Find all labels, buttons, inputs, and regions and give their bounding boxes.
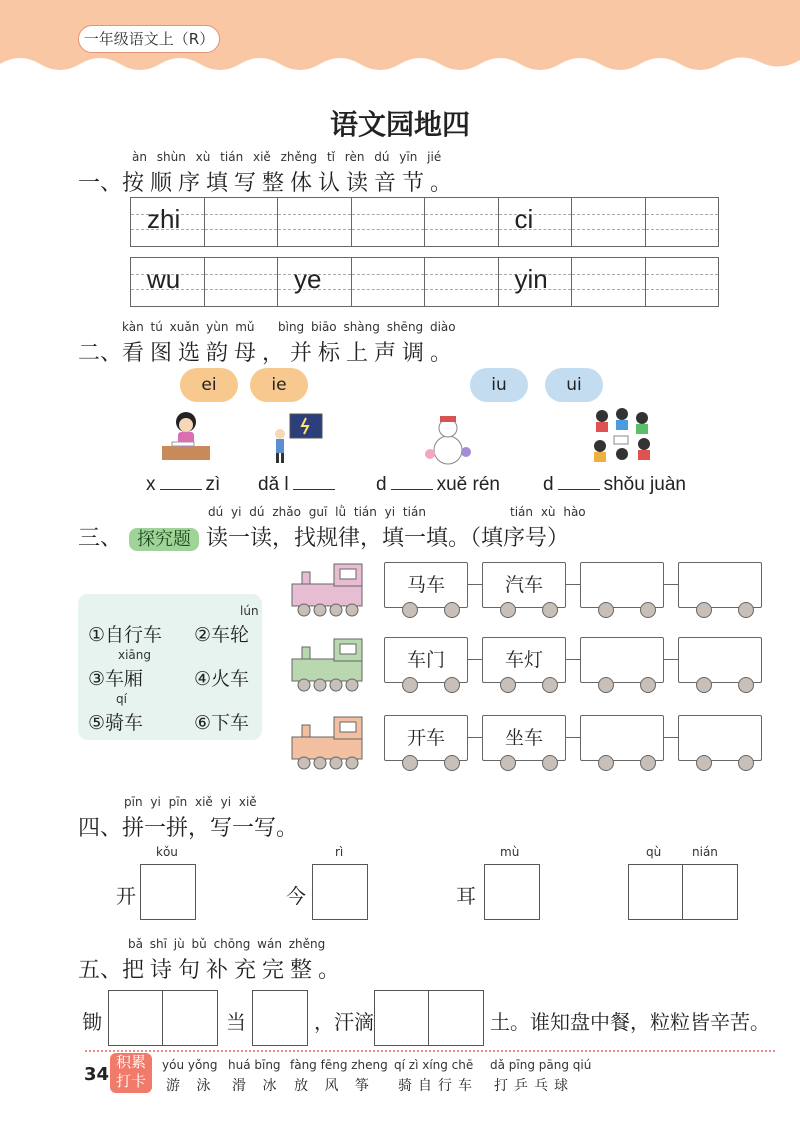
syllable-row-2: [130, 257, 719, 307]
s4-char-kai: 开: [116, 884, 136, 908]
train-car-blank[interactable]: [678, 562, 762, 608]
wheel: [696, 677, 712, 693]
s4-py-nian: nián: [692, 845, 718, 859]
train-car-blank[interactable]: [580, 715, 664, 761]
section3-pinyin-b: tián xù hào: [510, 505, 586, 519]
wheel: [640, 602, 656, 618]
wheel: [598, 755, 614, 771]
train-car-blank[interactable]: [580, 562, 664, 608]
s4-box-4[interactable]: [628, 864, 684, 920]
s4-py-mu: mù: [500, 845, 520, 859]
s4-py-qu: qù: [646, 845, 662, 859]
s5-p3: ，汗滴: [314, 1010, 374, 1034]
s4-char-er: 耳: [456, 884, 476, 908]
section3-pinyin: dú yi dú zhǎo guī lǜ tián yi tián: [208, 505, 426, 519]
wheel: [542, 677, 558, 693]
s4-box-2[interactable]: [312, 864, 368, 920]
coupler: [468, 659, 482, 660]
answer-2-prefix: dǎ l: [258, 474, 289, 495]
badge-line-1: 积累: [115, 1053, 146, 1071]
section1-number: 一、: [78, 171, 123, 196]
syllable-row-1: [130, 197, 719, 247]
train-car: 车灯: [482, 637, 566, 683]
section5-heading: [78, 953, 346, 984]
wheel: [598, 602, 614, 618]
legend-item-3: ③车厢: [88, 668, 144, 690]
coupler: [664, 584, 678, 585]
section4-text: 拼一拼，写一写。: [122, 816, 299, 841]
s4-box-1[interactable]: [140, 864, 196, 920]
legend-item-1: ①自行车: [88, 624, 163, 646]
footer-word-pinyin: fàng fēng zheng: [290, 1058, 388, 1072]
footer-word-pinyin: yóu yǒng: [162, 1058, 218, 1072]
wheel: [542, 602, 558, 618]
wheel: [640, 755, 656, 771]
footer-divider: [85, 1050, 775, 1052]
syllable-cell[interactable]: [499, 198, 573, 246]
footer-word-hanzi: 骑自行车: [398, 1078, 478, 1094]
syllable-cell[interactable]: [425, 198, 499, 246]
locomotive: [290, 560, 374, 618]
answer-shoujuan: [543, 474, 686, 496]
writing-girl-image: [158, 408, 214, 464]
train-car: 汽车: [482, 562, 566, 608]
section2-heading: [78, 336, 458, 367]
s4-box-5[interactable]: [682, 864, 738, 920]
answer-2-blank[interactable]: [293, 489, 335, 490]
section4-pinyin: pīn yi pīn xiě yi xiě: [124, 795, 257, 809]
answer-1-blank[interactable]: [160, 489, 202, 490]
syllable-text: ye: [294, 264, 322, 294]
train-car: 开车: [384, 715, 468, 761]
footer-word-pinyin: huá bīng: [228, 1058, 281, 1072]
wheel: [402, 677, 418, 693]
s4-py-kou: kǒu: [156, 845, 178, 859]
syllable-cell[interactable]: [499, 258, 573, 306]
wheel: [500, 755, 516, 771]
answer-1-prefix: x: [146, 474, 156, 495]
wheel: [402, 755, 418, 771]
syllable-cell[interactable]: [278, 198, 352, 246]
legend-item-6: ⑥下车: [194, 712, 250, 734]
s5-box-4[interactable]: [374, 990, 430, 1046]
grade-tag: 一年级语文上（R）: [78, 25, 220, 53]
syllable-text: ci: [514, 204, 534, 234]
answer-1-suffix: zì: [205, 474, 221, 495]
coupler: [664, 659, 678, 660]
locomotive: [290, 713, 374, 771]
wheel: [444, 755, 460, 771]
syllable-cell[interactable]: [646, 258, 719, 306]
section5-pinyin: bǎ shī jù bǔ chōng wán zhěng: [128, 937, 326, 951]
answer-4-prefix: d: [543, 474, 554, 495]
footer-word-hanzi: 游 泳: [166, 1078, 217, 1094]
answer-4-suffix: shǒu juàn: [603, 474, 686, 495]
coupler: [566, 659, 580, 660]
page-title: 语文园地四: [329, 108, 470, 141]
coupler: [566, 737, 580, 738]
legend-py-lun: lún: [240, 604, 259, 618]
syllable-cell[interactable]: [278, 258, 352, 306]
coupler: [468, 737, 482, 738]
cloud-iu: iu: [470, 368, 528, 402]
section5-text: 把诗句补充完整。: [122, 958, 347, 983]
thunder-child-image: [268, 412, 324, 466]
syllable-cell[interactable]: [352, 258, 426, 306]
footer-word-hanzi: 滑 冰: [232, 1078, 283, 1094]
coupler: [468, 584, 482, 585]
wheel: [640, 677, 656, 693]
s4-char-jin: 今: [286, 884, 306, 908]
syllable-cell[interactable]: [572, 258, 646, 306]
section4-heading: [78, 811, 298, 842]
locomotive: [290, 635, 374, 693]
s5-p2: 当: [226, 1010, 246, 1034]
s5-p1: 锄: [82, 1010, 102, 1034]
train-car-blank[interactable]: [678, 637, 762, 683]
s4-box-3[interactable]: [484, 864, 540, 920]
s4-py-ri: rì: [335, 845, 344, 859]
wheel: [738, 602, 754, 618]
section5-number: 五、: [78, 958, 123, 983]
syllable-cell[interactable]: [205, 198, 279, 246]
wheel: [738, 755, 754, 771]
section4-number: 四、: [78, 816, 123, 841]
train-car: 坐车: [482, 715, 566, 761]
s5-box-5[interactable]: [428, 990, 484, 1046]
answer-xzi: [146, 474, 220, 496]
section2-number: 二、: [78, 341, 123, 366]
cloud-ei: ei: [180, 368, 238, 402]
answer-xueren: [376, 474, 500, 496]
syllable-cell[interactable]: [646, 198, 719, 246]
answer-3-prefix: d: [376, 474, 387, 495]
wheel: [738, 677, 754, 693]
explore-tag: 探究题: [129, 528, 199, 551]
syllable-cell[interactable]: [131, 198, 205, 246]
answer-3-blank[interactable]: [391, 489, 433, 490]
cloud-ui: ui: [545, 368, 603, 402]
practice-badge: [110, 1053, 152, 1093]
s5-box-3[interactable]: [252, 990, 308, 1046]
legend-item-4: ④火车: [194, 668, 250, 690]
coupler: [664, 737, 678, 738]
legend-item-2: ②车轮: [194, 624, 250, 646]
coupler: [566, 584, 580, 585]
train-car-blank[interactable]: [580, 637, 664, 683]
cloud-ie: ie: [250, 368, 308, 402]
wheel: [696, 602, 712, 618]
footer-word-hanzi: 放 风 筝: [294, 1078, 375, 1094]
section3-text: 读一读，找规律，填一填。（填序号）: [206, 526, 570, 551]
wheel: [696, 755, 712, 771]
section2-text: 看图选韵母，并标上声调。: [122, 341, 459, 366]
badge-line-2: 打卡: [115, 1072, 146, 1090]
s5-box-2[interactable]: [162, 990, 218, 1046]
children-handkerchief-image: [588, 406, 656, 468]
legend-item-5: ⑤骑车: [88, 712, 144, 734]
syllable-cell[interactable]: [425, 258, 499, 306]
s5-p4: 土。谁知盘中餐，粒粒皆辛苦。: [490, 1010, 770, 1034]
footer-word-pinyin: dǎ pīng pāng qiú: [490, 1058, 592, 1072]
answer-3-suffix: xuě rén: [436, 474, 500, 495]
train-car-blank[interactable]: [678, 715, 762, 761]
legend-py-xiang: xiāng: [118, 648, 152, 662]
footer-word-pinyin: qí zì xíng chē: [394, 1058, 474, 1072]
answer-dal: [258, 474, 339, 496]
syllable-cell[interactable]: [572, 198, 646, 246]
answer-4-blank[interactable]: [558, 489, 600, 490]
s5-box-1[interactable]: [108, 990, 164, 1046]
syllable-text: yin: [514, 264, 548, 294]
section3-number: 三、: [78, 526, 123, 551]
wheel: [598, 677, 614, 693]
syllable-cell[interactable]: [131, 258, 205, 306]
syllable-cell[interactable]: [352, 198, 426, 246]
syllable-text: zhi: [147, 204, 181, 234]
legend-py-qi: qí: [116, 692, 127, 706]
train-car: 马车: [384, 562, 468, 608]
syllable-text: wu: [147, 264, 181, 294]
wheel: [402, 602, 418, 618]
section2-pinyin-a: kàn tú xuǎn yùn mǔ: [122, 320, 255, 334]
section1-pinyin: àn shùn xù tián xiě zhěng tǐ rèn dú yīn jié: [132, 150, 442, 164]
wheel: [542, 755, 558, 771]
section2-pinyin-b: bìng biāo shàng shēng diào: [278, 320, 456, 334]
wheel: [444, 602, 460, 618]
section3-heading: [78, 521, 569, 552]
section1-heading: [78, 166, 458, 197]
wheel: [444, 677, 460, 693]
footer-word-hanzi: 打乒乓球: [494, 1078, 574, 1094]
section1-text: 按顺序填写整体认读音节。: [122, 171, 459, 196]
wheel: [500, 677, 516, 693]
page-number: 34: [84, 1064, 110, 1085]
train-car: 车门: [384, 637, 468, 683]
snowman-image: [420, 412, 476, 468]
syllable-cell[interactable]: [205, 258, 279, 306]
wheel: [500, 602, 516, 618]
